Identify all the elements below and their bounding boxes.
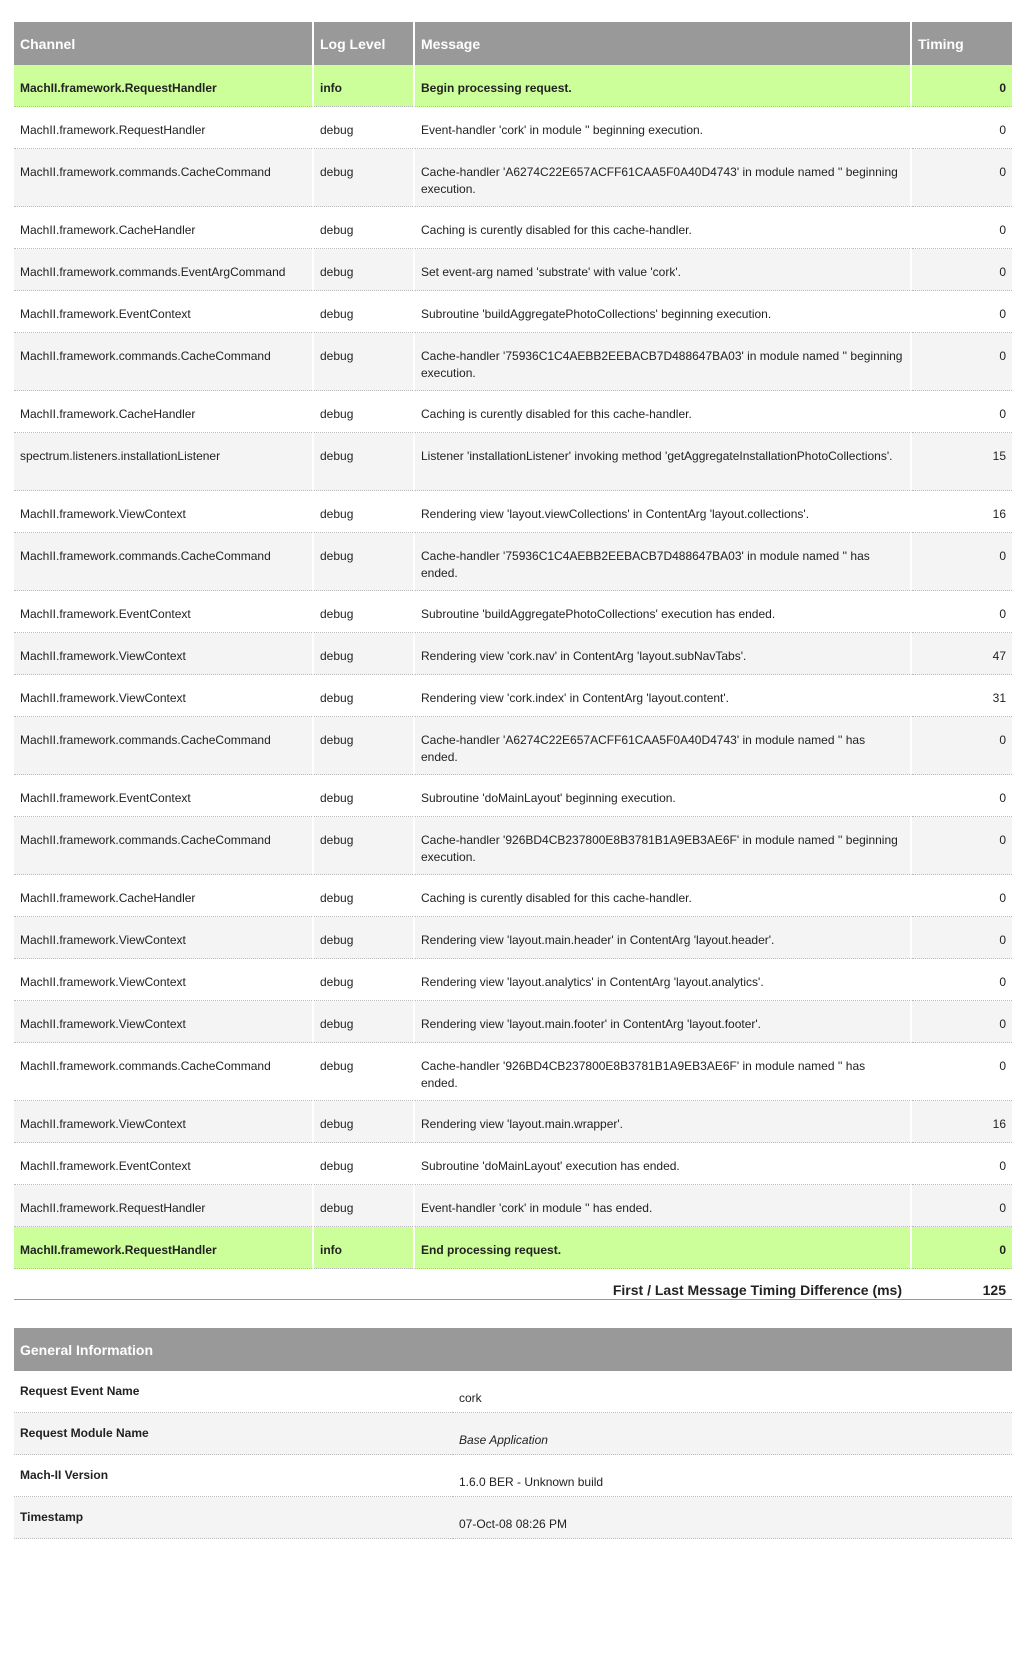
log-row	[14, 817, 1012, 875]
log-row	[14, 591, 1012, 633]
log-row	[14, 1001, 1012, 1043]
general-info-value: 1.6.0 BER - Unknown build	[453, 1455, 1012, 1497]
general-info-value: cork	[453, 1371, 1012, 1413]
log-cell-timing: 0	[912, 291, 1012, 333]
log-row	[14, 433, 1012, 491]
log-cell-message: Cache-handler '926BD4CB237800E8B3781B1A9EB3AE6F' in module named '' beginning execution.	[415, 817, 912, 875]
log-cell-timing: 16	[912, 491, 1012, 533]
log-row	[14, 917, 1012, 959]
log-cell-message: Rendering view 'layout.main.wrapper'.	[415, 1101, 912, 1143]
mach-ii-debug-output	[14, 22, 1012, 1539]
log-cell-message: Subroutine 'doMainLayout' execution has ended.	[415, 1143, 912, 1185]
log-cell-timing: 0	[912, 717, 1012, 775]
log-cell-channel: MachII.framework.commands.CacheCommand	[14, 533, 314, 591]
log-cell-message: Event-handler 'cork' in module '' beginning execution.	[415, 107, 912, 149]
log-row	[14, 1185, 1012, 1227]
log-cell-channel: MachII.framework.ViewContext	[14, 633, 314, 675]
log-row	[14, 1143, 1012, 1185]
log-cell-timing: 0	[912, 333, 1012, 391]
log-cell-timing: 0	[912, 1227, 1012, 1269]
log-cell-channel: MachII.framework.EventContext	[14, 291, 314, 333]
log-cell-message: Begin processing request.	[415, 65, 912, 107]
log-cell-message: Cache-handler 'A6274C22E657ACFF61CAA5F0A40D4743' in module named '' has ended.	[415, 717, 912, 775]
log-cell-level: debug	[314, 433, 415, 491]
col-header-message: Message	[415, 22, 912, 65]
log-row	[14, 633, 1012, 675]
log-header-row	[14, 22, 1012, 65]
log-cell-timing: 0	[912, 1043, 1012, 1101]
log-cell-channel: MachII.framework.ViewContext	[14, 959, 314, 1001]
log-cell-timing: 0	[912, 391, 1012, 433]
log-cell-level: debug	[314, 1143, 415, 1185]
log-row	[14, 1043, 1012, 1101]
log-cell-message: Set event-arg named 'substrate' with value 'cork'.	[415, 249, 912, 291]
log-cell-timing: 0	[912, 533, 1012, 591]
log-cell-channel: MachII.framework.CacheHandler	[14, 207, 314, 249]
log-row	[14, 249, 1012, 291]
log-row	[14, 291, 1012, 333]
log-cell-message: Cache-handler '926BD4CB237800E8B3781B1A9EB3AE6F' in module named '' has ended.	[415, 1043, 912, 1101]
log-cell-timing: 0	[912, 1185, 1012, 1227]
log-cell-level: debug	[314, 249, 415, 291]
log-cell-level: debug	[314, 1101, 415, 1143]
log-cell-timing: 0	[912, 249, 1012, 291]
log-row	[14, 533, 1012, 591]
log-cell-channel: MachII.framework.ViewContext	[14, 917, 314, 959]
log-cell-level: debug	[314, 533, 415, 591]
log-row	[14, 149, 1012, 207]
log-cell-timing: 0	[912, 917, 1012, 959]
log-cell-message: Rendering view 'layout.main.footer' in ContentArg 'layout.footer'.	[415, 1001, 912, 1043]
log-cell-level: debug	[314, 107, 415, 149]
log-cell-message: Subroutine 'doMainLayout' beginning execution.	[415, 775, 912, 817]
log-rows	[14, 65, 1012, 1269]
general-info-label: Mach-II Version	[14, 1455, 453, 1497]
log-cell-level: info	[314, 1227, 415, 1269]
log-cell-channel: MachII.framework.commands.CacheCommand	[14, 1043, 314, 1101]
log-cell-timing: 47	[912, 633, 1012, 675]
log-cell-channel: MachII.framework.CacheHandler	[14, 391, 314, 433]
log-row	[14, 875, 1012, 917]
timing-total-row	[14, 1269, 1012, 1300]
log-cell-channel: MachII.framework.RequestHandler	[14, 1185, 314, 1227]
log-cell-channel: MachII.framework.RequestHandler	[14, 107, 314, 149]
log-cell-channel: MachII.framework.commands.CacheCommand	[14, 149, 314, 207]
col-header-channel: Channel	[14, 22, 314, 65]
log-cell-level: debug	[314, 591, 415, 633]
log-row	[14, 675, 1012, 717]
log-cell-message: Caching is curently disabled for this cache-handler.	[415, 875, 912, 917]
log-cell-timing: 0	[912, 591, 1012, 633]
log-cell-channel: MachII.framework.commands.CacheCommand	[14, 817, 314, 875]
log-cell-channel: MachII.framework.CacheHandler	[14, 875, 314, 917]
log-cell-message: Cache-handler 'A6274C22E657ACFF61CAA5F0A40D4743' in module named '' beginning execution.	[415, 149, 912, 207]
log-row	[14, 333, 1012, 391]
log-cell-level: debug	[314, 875, 415, 917]
log-cell-channel: MachII.framework.EventContext	[14, 775, 314, 817]
log-cell-message: Rendering view 'layout.analytics' in ContentArg 'layout.analytics'.	[415, 959, 912, 1001]
log-cell-level: debug	[314, 817, 415, 875]
col-header-timing: Timing	[912, 22, 1012, 65]
log-row	[14, 775, 1012, 817]
log-cell-timing: 31	[912, 675, 1012, 717]
log-row	[14, 391, 1012, 433]
log-cell-level: debug	[314, 207, 415, 249]
log-cell-timing: 0	[912, 1001, 1012, 1043]
log-cell-channel: MachII.framework.ViewContext	[14, 491, 314, 533]
log-cell-message: Caching is curently disabled for this cache-handler.	[415, 391, 912, 433]
log-cell-timing: 0	[912, 875, 1012, 917]
log-cell-channel: MachII.framework.commands.CacheCommand	[14, 717, 314, 775]
log-cell-channel: MachII.framework.RequestHandler	[14, 1227, 314, 1269]
timing-total-label: First / Last Message Timing Difference (ms)	[14, 1269, 912, 1300]
log-cell-timing: 0	[912, 65, 1012, 107]
log-cell-message: Event-handler 'cork' in module '' has ended.	[415, 1185, 912, 1227]
log-row	[14, 1227, 1012, 1269]
log-cell-level: debug	[314, 333, 415, 391]
log-cell-level: debug	[314, 717, 415, 775]
log-cell-channel: MachII.framework.commands.CacheCommand	[14, 333, 314, 391]
log-cell-message: Rendering view 'cork.nav' in ContentArg 'layout.subNavTabs'.	[415, 633, 912, 675]
timing-total-value: 125	[912, 1269, 1012, 1300]
log-cell-level: debug	[314, 633, 415, 675]
log-cell-level: debug	[314, 1001, 415, 1043]
log-row	[14, 207, 1012, 249]
log-cell-message: Caching is curently disabled for this cache-handler.	[415, 207, 912, 249]
general-info-title: General Information	[14, 1328, 1012, 1371]
log-cell-message: Subroutine 'buildAggregatePhotoCollections' beginning execution.	[415, 291, 912, 333]
general-info-label: Request Module Name	[14, 1413, 453, 1455]
log-cell-channel: spectrum.listeners.installationListener	[14, 433, 314, 491]
log-cell-timing: 0	[912, 1143, 1012, 1185]
log-cell-timing: 0	[912, 107, 1012, 149]
log-row	[14, 1101, 1012, 1143]
log-cell-channel: MachII.framework.ViewContext	[14, 1101, 314, 1143]
log-cell-timing: 0	[912, 149, 1012, 207]
log-cell-level: debug	[314, 959, 415, 1001]
log-cell-message: Cache-handler '75936C1C4AEBB2EEBACB7D488647BA03' in module named '' has ended.	[415, 533, 912, 591]
log-row	[14, 959, 1012, 1001]
log-cell-level: debug	[314, 491, 415, 533]
log-cell-timing: 15	[912, 433, 1012, 491]
log-cell-message: Subroutine 'buildAggregatePhotoCollections' execution has ended.	[415, 591, 912, 633]
general-info-label: Request Event Name	[14, 1371, 453, 1413]
log-cell-channel: MachII.framework.commands.EventArgCommand	[14, 249, 314, 291]
general-info-value: Base Application	[453, 1413, 1012, 1455]
log-cell-message: Listener 'installationListener' invoking method 'getAggregateInstallationPhotoCollections'.	[415, 433, 912, 491]
log-cell-timing: 0	[912, 817, 1012, 875]
log-row	[14, 107, 1012, 149]
general-info-row	[14, 1455, 1012, 1497]
general-info-row	[14, 1371, 1012, 1413]
log-cell-level: debug	[314, 1185, 415, 1227]
log-cell-channel: MachII.framework.ViewContext	[14, 675, 314, 717]
log-cell-message: Cache-handler '75936C1C4AEBB2EEBACB7D488647BA03' in module named '' beginning execution.	[415, 333, 912, 391]
log-cell-channel: MachII.framework.EventContext	[14, 1143, 314, 1185]
general-info-value: 07-Oct-08 08:26 PM	[453, 1497, 1012, 1539]
log-cell-channel: MachII.framework.EventContext	[14, 591, 314, 633]
log-cell-level: debug	[314, 917, 415, 959]
log-row	[14, 65, 1012, 107]
log-cell-message: Rendering view 'cork.index' in ContentArg 'layout.content'.	[415, 675, 912, 717]
log-cell-level: debug	[314, 675, 415, 717]
log-cell-level: debug	[314, 775, 415, 817]
log-cell-level: debug	[314, 149, 415, 207]
log-cell-level: debug	[314, 291, 415, 333]
col-header-level: Log Level	[314, 22, 415, 65]
log-table	[14, 22, 1012, 1300]
log-cell-timing: 16	[912, 1101, 1012, 1143]
general-info-table	[14, 1328, 1012, 1539]
log-cell-timing: 0	[912, 207, 1012, 249]
general-info-row	[14, 1497, 1012, 1539]
log-cell-timing: 0	[912, 775, 1012, 817]
log-cell-channel: MachII.framework.RequestHandler	[14, 65, 314, 107]
general-info-row	[14, 1413, 1012, 1455]
log-cell-message: Rendering view 'layout.main.header' in ContentArg 'layout.header'.	[415, 917, 912, 959]
log-cell-timing: 0	[912, 959, 1012, 1001]
log-row	[14, 491, 1012, 533]
general-info-rows	[14, 1371, 1012, 1539]
log-cell-level: info	[314, 65, 415, 107]
general-info-label: Timestamp	[14, 1497, 453, 1539]
log-cell-channel: MachII.framework.ViewContext	[14, 1001, 314, 1043]
log-cell-message: End processing request.	[415, 1227, 912, 1269]
log-cell-message: Rendering view 'layout.viewCollections' in ContentArg 'layout.collections'.	[415, 491, 912, 533]
log-cell-level: debug	[314, 391, 415, 433]
log-cell-level: debug	[314, 1043, 415, 1101]
log-row	[14, 717, 1012, 775]
general-info-header-row	[14, 1328, 1012, 1371]
